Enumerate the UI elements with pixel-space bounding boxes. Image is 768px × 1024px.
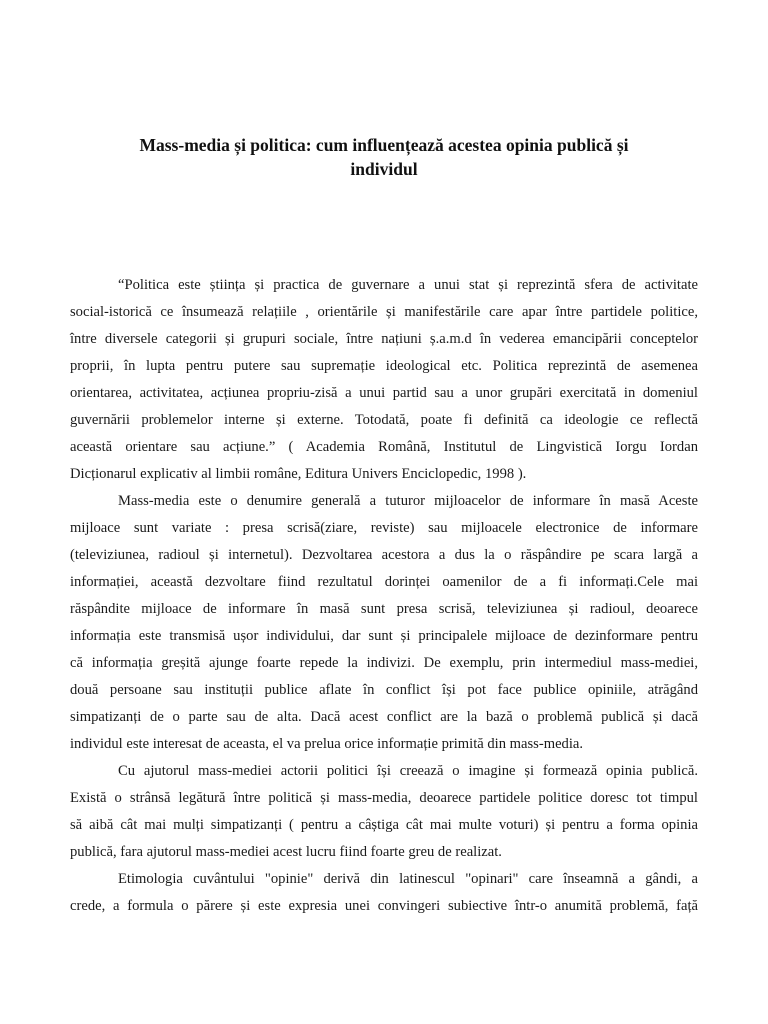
text-line: Există o strânsă legătură între politică și mass-media, deoarece partidele politice doresc tot timpul [70,790,698,806]
text-line: Cu ajutorul mass-mediei actorii politici își creează o imagine și formează opinia publică. [118,763,698,779]
text-line: două persoane sau instituții publice aflate în conflict își pot face publice opiniile, atrăgând [70,682,698,698]
document-title [70,133,698,181]
text-line: această orientare sau acțiune.” ( Academia Română, Institutul de Lingvistică Iorgu Iordan [70,439,698,455]
title-line-1: Mass-media și politica: cum influențează acestea opinia publică și [139,135,629,155]
text-line: Mass-media este o denumire generală a tuturor mijloacelor de informare în masă Aceste [118,493,698,509]
text-line: crede, a formula o părere și este expresia unei convingeri subiective într-o anumită problemă, față [70,898,698,914]
text-line: (televiziunea, radioul și internetul). Dezvoltarea acestora a dus la o răspândire pe scara largă a [70,547,698,563]
text-line: că informația greșită ajunge foarte repede la indivizi. De exemplu, prin intermediul mass-mediei, [70,655,698,671]
text-line: informația este transmisă ușor individului, dar sunt și principalele mijloace de dezinformare pentru [70,628,698,644]
text-line: informației, această dezvoltare fiind rezultatul dorinței oamenilor de a fi informați.Cele mai [70,574,698,590]
text-line: “Politica este știința și practica de guvernare a unui stat și reprezintă sfera de activitate [118,277,698,293]
document-body [70,272,698,920]
text-line: Etimologia cuvântului "opinie" derivă din latinescul "opinari" care înseamnă a gândi, a [118,871,698,887]
text-line: între diversele categorii și grupuri sociale, între națiuni ș.a.m.d în vederea emancipării conceptelor [70,331,698,347]
text-line: publică, fara ajutorul mass-mediei acest lucru fiind foarte greu de realizat. [70,844,502,860]
text-line: mijloace sunt variate : presa scrisă(ziare, reviste) sau mijloacele electronice de informare [70,520,698,536]
title-line-2: individul [350,159,418,179]
text-line: social-istorică ce însumează relațiile , orientările și manifestările care apar între partidele politice, [70,304,698,320]
text-line: să aibă cât mai mulți simpatizanți ( pentru a câștiga cât mai multe voturi) și pentru a forma opinia [70,817,698,833]
text-line: simpatizanți de o parte sau de alta. Dacă acest conflict are la bază o problemă publică și dacă [70,709,698,725]
text-line: orientarea, activitatea, acțiunea propriu-zisă a unui partid sau a unor grupări exercitată in domeniul [70,385,698,401]
text-line: guvernării problemelor interne și externe. Totodată, poate fi definită ca ideologie ce reflectă [70,412,698,428]
text-line: individul este interesat de aceasta, el va prelua orice informație primită din mass-media. [70,736,584,752]
text-line: Dicționarul explicativ al limbii române, Editura Univers Enciclopedic, 1998 ). [70,466,527,482]
text-line: proprii, în lupta pentru putere sau supremație ideological etc. Politica reprezintă de asemenea [70,358,698,374]
text-line: răspândite mijloace de informare în masă sunt presa scrisă, televiziunea și radioul, deoarece [70,601,698,617]
